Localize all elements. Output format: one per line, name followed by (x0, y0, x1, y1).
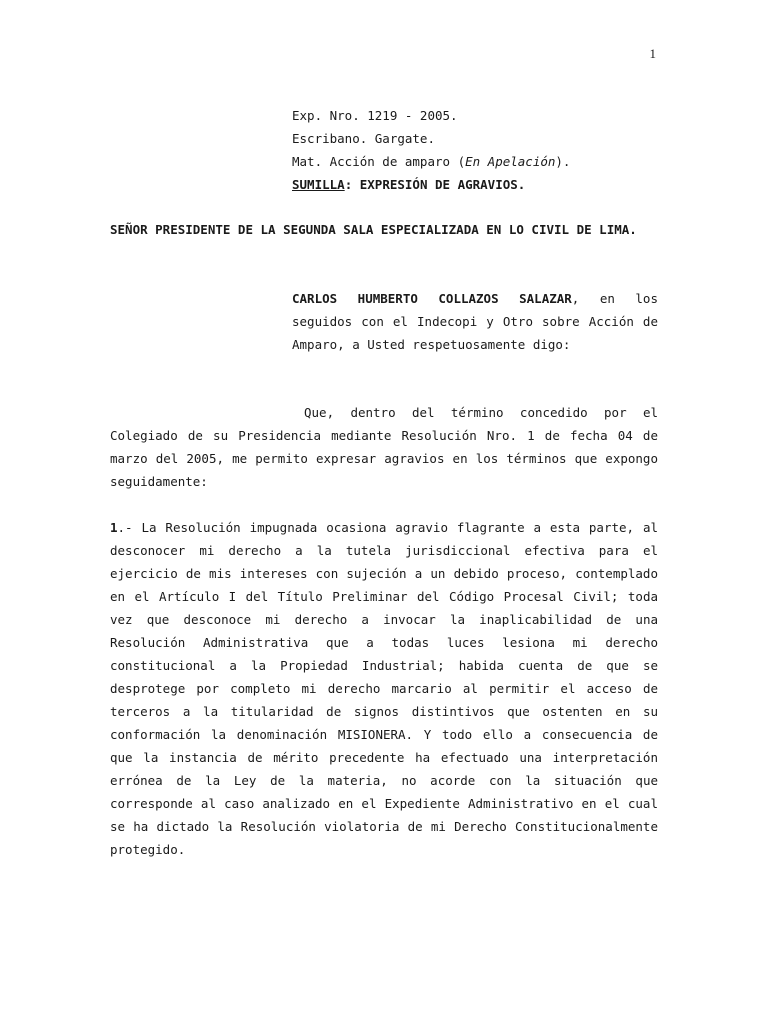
expediente-line: Exp. Nro. 1219 - 2005. (292, 108, 458, 123)
agravio-text: .- La Resolución impugnada ocasiona agravio flagrante a esta parte, al desconocer mi derecho a la tutela jurisdiccional efectiva para el ejercicio de mis intereses con sujeción a un debido proceso, contemplado en el Artículo I del Título Preliminar del Código Procesal Civil; toda vez que desconoce mi derecho a invocar la inaplicabilidad de una Resolución Administrativa que a todas luces lesiona mi derecho constitucional a la Propiedad Industrial; habida cuenta de que se desprotege por completo mi derecho marcario al permitir el acceso de terceros a la titularidad de signos distintivos que ostenten en su conformación la denominación MISIONERA. Y todo ello a consecuencia de que la instancia de mérito precedente ha efectuado una interpretación errónea de la Ley de la materia, no acorde con la situación que corresponde al caso analizado en el Expediente Administrativo en el cual se ha dictado la Resolución violatoria de mi Derecho Constitucionalmente protegido. (110, 520, 658, 857)
agravio-number: 1 (110, 520, 118, 535)
sumilla-label: SUMILLA (292, 177, 345, 192)
materia-prefix: Mat. Acción de amparo ( (292, 154, 466, 169)
page-number: 1 (649, 46, 656, 61)
materia-line (292, 150, 662, 173)
sumilla-text: : EXPRESIÓN DE AGRAVIOS. (344, 177, 526, 192)
petitioner-name: CARLOS HUMBERTO COLLAZOS SALAZAR (292, 291, 572, 306)
intro-paragraph (292, 287, 658, 356)
paragraph-agravio-1 (110, 516, 658, 861)
paragraph-term (110, 401, 658, 493)
materia-italic: En Apelación (465, 154, 556, 169)
paragraph-term-text: Que, dentro del término concedido por el Colegiado de su Presidencia mediante Resolución Nro. 1 de fecha 04 de marzo del 2005, me permito expresar agravios en los términos que expongo seguidamente: (110, 405, 658, 489)
escribano-line: Escribano. Gargate. (292, 131, 435, 146)
sumilla-line (292, 173, 662, 196)
addressee: SEÑOR PRESIDENTE DE LA SEGUNDA SALA ESPECIALIZADA EN LO CIVIL DE LIMA. (110, 222, 637, 237)
case-header (292, 104, 662, 196)
materia-suffix: ). (555, 154, 571, 169)
intro-text: , en los seguidos con el Indecopi y Otro sobre Acción de Amparo, a Usted respetuosamente digo: (292, 291, 658, 352)
